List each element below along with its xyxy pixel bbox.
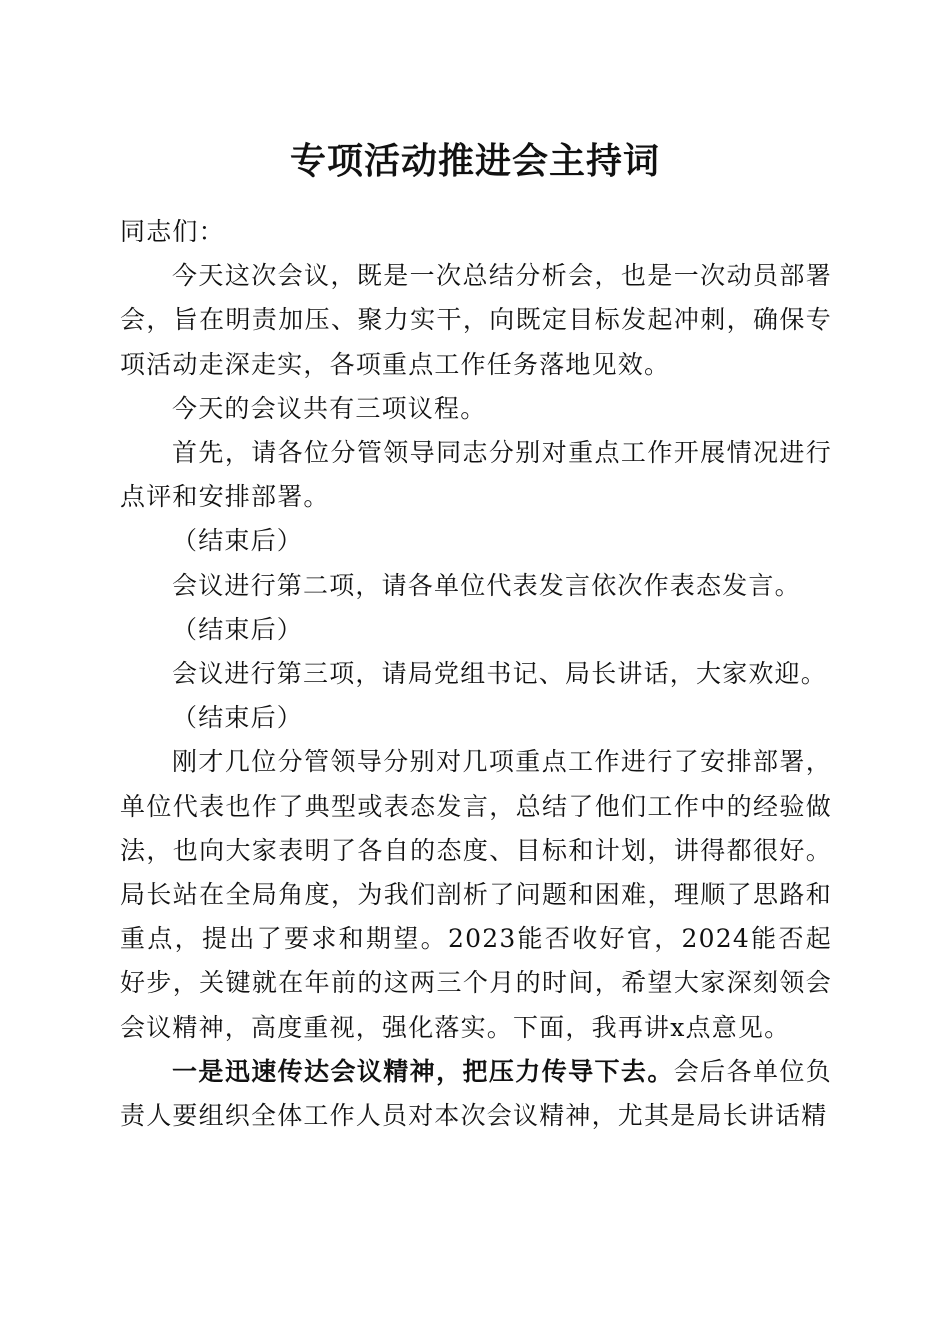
document-title: 专项活动推进会主持词 <box>289 140 660 182</box>
paragraph-item-one: 首先，请各位分管领导同志分别对重点工作开展情况进行点评和安排部署。 <box>120 438 832 512</box>
paragraph-point-one <box>120 1050 832 1138</box>
paragraph-item-two: 会议进行第二项，请各单位代表发言依次作表态发言。 <box>172 570 801 600</box>
point-one-heading: 一是迅速传达会议精神，把压力传导下去。 <box>172 1056 674 1086</box>
point-one-text: 会后各单位负责人要组织全体工作人员对本次会议精神，尤其是局长讲话精 <box>120 1056 832 1131</box>
stage-note: （结束后） <box>172 614 304 644</box>
paragraph-intro: 今天这次会议，既是一次总结分析会，也是一次动员部署会，旨在明责加压、聚力实干，向既定目标发起冲刺，确保专项活动走深走实，各项重点工作任务落地见效。 <box>120 261 832 379</box>
document-body <box>120 210 832 1138</box>
greeting: 同志们： <box>120 217 225 246</box>
paragraph-item-three: 会议进行第三项，请局党组书记、局长讲话，大家欢迎。 <box>172 659 828 689</box>
paragraph-summary: 刚才几位分管领导分别对几项重点工作进行了安排部署，单位代表也作了典型或表态发言，总结了他们工作中的经验做法，也向大家表明了各自的态度、目标和计划，讲得都很好。局长站在全局角度，为我们剖析了问题和困难，理顺了思路和重点，提出了要求和期望。2023能否收好官，2024能否起好步，关键就在年前的这两三个月的时间，希望大家深刻领会会议精神，高度重视，强化落实。下面，我再讲x点意见。 <box>120 747 832 1042</box>
stage-note: （结束后） <box>172 526 304 556</box>
stage-note: （结束后） <box>172 703 304 733</box>
paragraph-agenda: 今天的会议共有三项议程。 <box>172 393 487 423</box>
